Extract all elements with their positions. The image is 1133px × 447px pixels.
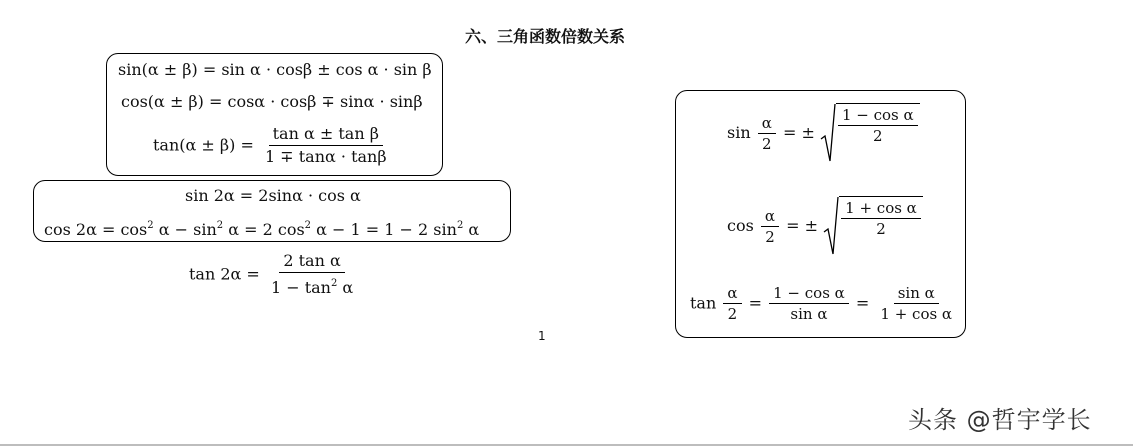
cos2-exp: 2 xyxy=(147,220,154,231)
cos2-part: α xyxy=(463,220,480,239)
tan2-lhs: tan 2α = xyxy=(189,264,260,284)
tan-half-fraction-2 xyxy=(876,284,956,323)
cos2-part: α = 2 cos xyxy=(223,220,305,239)
tan2-fraction xyxy=(267,251,357,298)
cos2-part: α − sin xyxy=(153,220,217,239)
cos-double-formula xyxy=(44,216,479,240)
equals-sign: = xyxy=(855,293,870,313)
two-denominator: 2 xyxy=(765,227,775,246)
tan-half-f2-denominator: 1 + cos α xyxy=(880,305,953,323)
tan-half-fraction-1 xyxy=(769,284,849,323)
tan2-numerator: 2 tan α xyxy=(279,251,344,273)
radicand-numerator: 1 + cos α xyxy=(841,199,921,219)
tan-sum-denominator: 1 ∓ tanα · tanβ xyxy=(264,147,387,166)
tan2-den-part: 1 − tan xyxy=(270,278,331,297)
cos2-part: α − 1 = 1 − 2 sin xyxy=(311,220,457,239)
tan2-denominator xyxy=(267,273,357,298)
sin-double-formula: sin 2α = 2sinα · cos α xyxy=(185,186,361,205)
sin-half-formula xyxy=(727,103,920,163)
radicand-denominator: 2 xyxy=(876,220,886,238)
tan-double-formula xyxy=(189,251,359,298)
two-denominator: 2 xyxy=(762,134,772,153)
cos-half-fn: cos xyxy=(727,216,754,235)
cos2-exp: 2 xyxy=(216,220,224,231)
tan-sum-formula xyxy=(153,124,393,167)
sin-half-angle-fraction xyxy=(758,114,776,153)
alpha-numerator: α xyxy=(761,207,779,227)
page-number: 1 xyxy=(538,329,546,343)
sin-sum-formula: sin(α ± β) = sin α · cosβ ± cos α · sin β xyxy=(118,60,432,79)
cos2-part: cos 2α = cos xyxy=(44,220,148,239)
tan-half-f1-denominator: sin α xyxy=(790,305,828,323)
tan-half-fn: tan xyxy=(690,293,717,313)
radicand-numerator: 1 − cos α xyxy=(838,106,918,126)
tan-half-formula xyxy=(690,284,958,323)
cos-sum-formula: cos(α ± β) = cosα · cosβ ∓ sinα · sinβ xyxy=(121,92,423,111)
equals-sign: = xyxy=(748,293,763,313)
tan-half-angle-fraction xyxy=(723,284,741,323)
equals-plus-minus: = ± xyxy=(782,123,815,142)
radicand-denominator: 2 xyxy=(873,127,883,145)
tan-sum-fraction xyxy=(261,124,391,167)
radical-sign xyxy=(823,196,839,256)
tan-half-f1-numerator: 1 − cos α xyxy=(769,284,849,304)
equals-plus-minus: = ± xyxy=(786,216,819,235)
cos-half-formula xyxy=(727,196,923,256)
two-denominator: 2 xyxy=(727,305,738,323)
tan2-den-exp: 2 xyxy=(330,278,338,289)
cos-half-radicand xyxy=(841,199,921,238)
cos2-exp: 2 xyxy=(456,220,464,231)
cos2-exp: 2 xyxy=(304,220,312,231)
section-title: 六、三角函数倍数关系 xyxy=(464,27,625,46)
radical-sign xyxy=(820,103,836,163)
sin-half-radicand xyxy=(838,106,918,145)
alpha-numerator: α xyxy=(758,114,776,134)
alpha-numerator: α xyxy=(723,284,741,304)
sin-half-sqrt xyxy=(820,103,920,163)
cos-half-sqrt xyxy=(823,196,923,256)
tan2-den-part: α xyxy=(337,278,354,297)
sin-half-fn: sin xyxy=(727,123,751,142)
tan-sum-numerator: tan α ± tan β xyxy=(269,124,383,146)
tan-half-f2-numerator: sin α xyxy=(894,284,939,304)
bottom-divider xyxy=(0,444,1133,446)
cos-half-angle-fraction xyxy=(761,207,779,246)
watermark: 头条 @哲宇学长 xyxy=(908,406,1092,434)
tan-sum-lhs: tan(α ± β) = xyxy=(153,135,254,155)
